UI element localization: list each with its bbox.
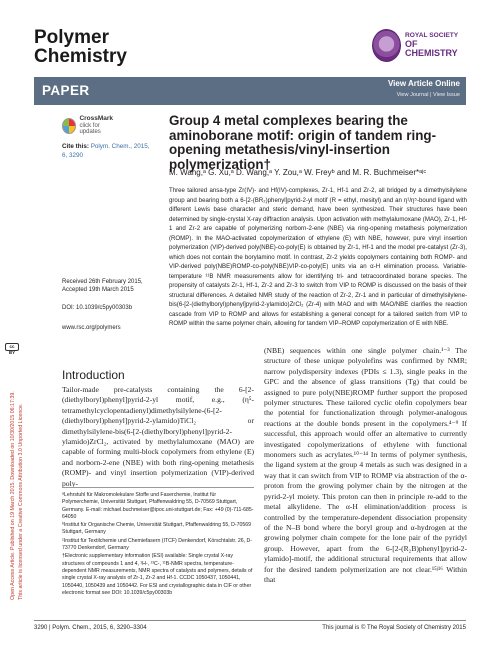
journal-title-line2: Chemistry: [34, 46, 127, 67]
article-type-label: PAPER: [42, 83, 90, 98]
citation-block: [62, 143, 152, 160]
footnote: ᵃLehrstuhl für Makromolekulare Stoffe und Faserchemie, Institut für Polymerchemie, Universität Stuttgart, Pfaffenwaldring 55, D-70569 Stuttgart, Germany. E-mail: michael.buchmeiser@ipoc.uni-stuttgart.de; Fax: +49 (0)-711-685-64050: [62, 492, 254, 520]
rsc-seal-icon: [372, 29, 401, 62]
rsc-logo-line1: ROYAL SOCIETY: [405, 32, 459, 40]
article-authors: M. Wang,ᵃ G. Xu,ᵃ D. Wang,ᵃ Y. Zou,ᵃ W. Freyᵇ and M. R. Buchmeiser*ᵃʲᶜ: [169, 168, 427, 177]
cc-license-icon[interactable]: cc BY: [5, 343, 19, 351]
intro-text-left-column: Tailor-made pre-catalysts containing the 6-[2-(diethylboryl)phenyl]pyrid-2-yl motif, e.g., (η⁵-tetramethylcyclopentadienyl)dimethylsilylene-(6-[2-(diethylboryl)phenyl]pyrid-2-ylamido)TiCl₂ or dimethylsilylene-bis(6-[2-(diethylboryl)phenyl]pyrid-2-ylamido)ZrCl₂, activated by methylalumoxane (MAO) are capable of forming multi-block copolymers from ethylene (E) and norborn-2-ene (NBE) with both ring-opening metathesis (ROMP)- and vinyl insertion polymerization (VIP)-derived poly-: [62, 385, 254, 488]
footnote: ᶜInstitut für Textilchemie und Chemiefasern (ITCF) Denkendorf, Körschtalstr. 26, D-73770 Denkendorf, Germany: [62, 537, 253, 552]
rsc-logo[interactable]: [372, 27, 464, 63]
footnote: ᵇInstitut für Organische Chemie, Universität Stuttgart, Pfaffenwaldring 55, D-70569 Stuttgart, Germany: [62, 522, 251, 536]
received-dates: Received 26th February 2015, Accepted 19th March 2015: [62, 279, 143, 293]
crossmark-sub: click for updates: [79, 122, 101, 136]
article-type-bar: [34, 77, 466, 105]
section-heading-introduction: Introduction: [62, 368, 125, 382]
affiliation-footnotes: [62, 487, 254, 598]
intro-text-right-column: (NBE) sequences within one single polymer chain.¹⁻³ The structure of these unique polyolefins was confirmed by NMR; narrow polydispersity indexes (PDIs ≤ 1.3), single peaks in the GPC and the absence of glass transitions (Tg) that could be assigned to pure poly(NBE)ROMP further support the proposed polymer structures. These tailored cyclic olefin copolymers bear the potential for functionalization through polymer-analogous reactions at the double bonds present in the copolymers.⁴⁻⁹ If successful, this approach would offer an alternative to currently investigated copolymerizations of ethylene with functional monomers such as acrylates.¹⁰⁻¹⁴ In terms of polymer synthesis, the ligand system at the group 4 metals as such was designed in a way that it can switch from VIP to ROMP via abstraction of the α-proton from the growing polymer chain by the nitrogen at the pyrid-2-yl moiety. This proton can then in principle re-add to the metal alkylidene. The α-H elimination/addition process is controlled by the temperature-dependent dissociation propensity of the N–B bond where the boryl group and α-hydrogen at the growing polymer chain compete for the lone pair of the pyridyl group. However, apart from the 6-[2-(R₂B)phenyl]pyrid-2-ylamido]-motif, the additional structural requirements that allow for the desired tandem polymerization are not clear.¹⁵ʲ¹⁶ Within that: [264, 346, 467, 584]
footnote: †Electronic supplementary information (ESI) available: Single crystal X-ray structures of compounds 1 and 4, ¹H-, ¹³C-, ¹¹B-NMR spectra, temperature-dependent NMR measurements, NMR spectra of catalysts and polymers, details of single crystal X-ray analysis of Zr-1, Zr-2 and Hf-1. CCDC 1050437, 1050441, 1050440, 1050439 and 1050442. For ESI and crystallographic data in CIF or other electronic format see DOI: 10.1039/c5py00303b: [62, 553, 253, 596]
open-access-notice: Open Access Article. Published on 19 March 2015. Downloaded on 10/30/2015 06:17:39.: [10, 391, 16, 600]
licence-notice[interactable]: This article is licensed under a Creative Commons Attribution 3.0 Unported Licence.: [18, 403, 24, 600]
cite-label: Cite this:: [62, 143, 89, 150]
view-article-online-link[interactable]: View Article Online: [387, 79, 460, 88]
journal-url[interactable]: www.rsc.org/polymers: [62, 325, 121, 331]
crossmark-badge[interactable]: [62, 115, 118, 137]
page-footer: [34, 620, 466, 631]
article-doi[interactable]: DOI: 10.1039/c5py00303b: [62, 305, 133, 311]
article-abstract: Three tailored ansa-type Zr(IV)- and Hf(IV)-complexes, Zr-1, Hf-1 and Zr-2, all bridged by a dimethylsilylene group and bearing both a 6-[2-(BR₂)phenyl]pyrid-2-yl motif (R = ethyl, mesityl) and an η¹/η⁵-bound ligand with different Lewis base character and steric demand, have been synthesized. Their structures have been determined by single-crystal X-ray diffraction analysis. Upon activation with methylalumoxane (MAO), Zr-1, Hf-1 and Zr-2 are capable of polymerizing norborn-2-ene (NBE) via ring-opening metathesis polymerization (ROMP). In the MAO-activated copolymerization of ethylene (E) with NBE, however, pure vinyl insertion polymerization (VIP)-derived poly(NBE)-co-poly(E) is obtained by Zr-1, Hf-1 and the model pre-catalyst (Zr-3), which does not contain the borylamino motif. In contrast, Zr-2 yields copolymers containing both ROMP- and VIP-derived poly(NBE)ROMP-co-poly(NBE)VIP-co-poly(E) units via an α-H elimination process. Variable-temperature ¹¹B NMR measurements allow for identifying tri- and tetracoordinated borane species. The propensity of catalysts Zr-1, Hf-1, Zr-2 and Zr-3 to switch from VIP to ROMP is discussed on the basis of their structural differences. A detailed NMR study of the reaction of Zr-2, Zr-1 and in particular of dimethylsilylene-bis(6-[2-(diethylboryl)phenyl]pyrid-2-ylamido)ZrCl₂ (Zr-4) with MAO and with MAO/NBE clarifies the reaction cascade from VIP to ROMP and allows for establishing a general concept for a tailored switch from VIP to ROMP within the same polymer chain, allowing for tandem VIP–ROMP copolymerization of E with NBE.: [169, 187, 467, 327]
rsc-logo-line2: OF CHEMISTRY: [405, 38, 458, 58]
journal-title-line1: Polymer: [34, 27, 109, 48]
footer-copyright: This journal is © The Royal Society of Chemistry 2015: [322, 625, 466, 631]
article-title: Group 4 metal complexes bearing the aminoborane motif: origin of tandem ring-opening metathesis/vinyl-insertion polymerization†: [169, 113, 437, 172]
open-access-sidebar: [2, 120, 22, 650]
view-journal-issue-link[interactable]: View Journal | View Issue: [396, 92, 460, 98]
journal-title: [34, 28, 127, 66]
footer-citation: 3290 | Polym. Chem., 2015, 6, 3290–3304: [34, 625, 147, 631]
cite-text: Polym. Chem., 2015, 6, 3290: [62, 143, 150, 159]
crossmark-label: CrossMark: [79, 115, 114, 123]
crossmark-icon: [62, 118, 76, 134]
